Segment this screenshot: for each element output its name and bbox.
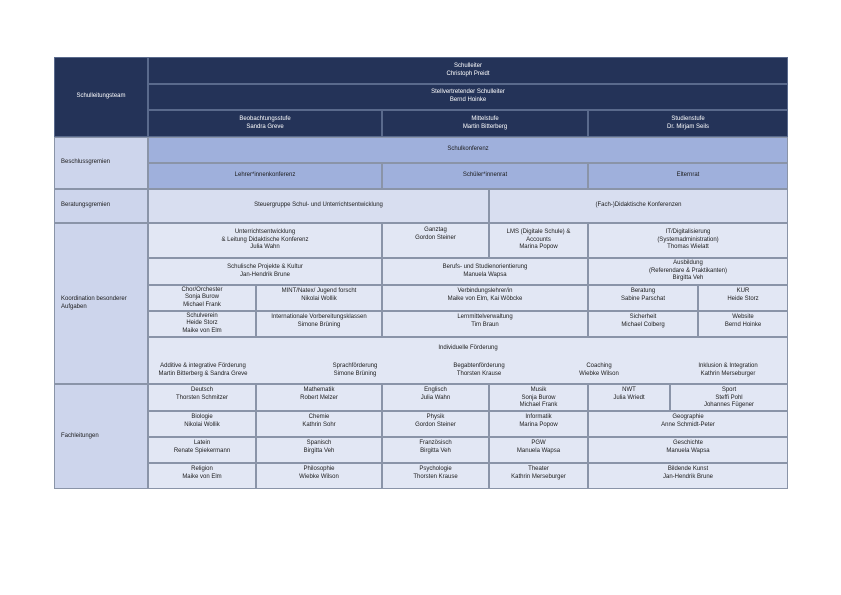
koordination-cell: Chor/Orchester Sonja Burow Michael Frank [148,285,256,311]
fach-cell: Französisch Birgitta Veh [382,437,489,463]
fach-cell: Theater Kathrin Merseburger [489,463,588,489]
koordination-cell: KUR Heide Storz [698,285,788,311]
koordination-cell: Ausbildung (Referendare & Praktikanten) Birgitta Veh [588,258,788,285]
elternrat-cell: Elternrat [588,163,788,189]
schulkonferenz-cell: Schulkonferenz [148,137,788,163]
section-label-schulleitung: Schulleitungsteam [54,57,148,137]
fach-cell: NWT Julia Wriedt [588,384,670,411]
fach-cell: Mathematik Robert Melzer [256,384,382,411]
fach-cell: Biologie Nikolai Wollik [148,411,256,437]
fach-cell: Physik Gordon Steiner [382,411,489,437]
schulleiter-cell: Schulleiter Christoph Preidt [148,57,788,84]
koordination-cell: LMS (Digitale Schule) & Accounts Marina Popow [489,223,588,258]
foerderung-item: Inklusion & Integration Kathrin Merseburger [698,363,758,377]
fach-cell: Philosophie Wiebke Wilson [256,463,382,489]
lehrerkonferenz-cell: Lehrer*innenkonferenz [148,163,382,189]
foerderung-item: Additive & integrative Förderung Martin Bitterberg & Sandra Greve [158,363,248,377]
fach-cell: Bildende Kunst Jan-Hendrik Brune [588,463,788,489]
fach-cell: Sport Steffi Pohl Johannes Fügener [670,384,788,411]
didaktische-konferenzen-cell: (Fach-)Didaktische Konferenzen [489,189,788,223]
steuergruppe-cell: Steuergruppe Schul- und Unterrichtsentwicklung [148,189,489,223]
fach-cell: Chemie Kathrin Sohr [256,411,382,437]
koordination-cell: Lernmittelverwaltung Tim Braun [382,311,588,337]
koordination-cell: Website Bernd Hoinke [698,311,788,337]
koordination-cell: Schulverein Heide Storz Maike von Elm [148,311,256,337]
fach-cell: Geschichte Manuela Wapsa [588,437,788,463]
fach-cell: Psychologie Thorsten Krause [382,463,489,489]
stellvertreter-cell: Stellvertretender Schulleiter Bernd Hoinke [148,84,788,110]
koordination-cell: Berufs- und Studienorientierung Manuela Wapsa [382,258,588,285]
fach-cell: Latein Renate Spiekermann [148,437,256,463]
koordination-cell: Ganztag Gordon Steiner [382,223,489,258]
koordination-cell: Sicherheit Michael Colberg [588,311,698,337]
koordination-cell: MINT/Natex/ Jugend forscht Nikolai Wollik [256,285,382,311]
fach-cell: PGW Manuela Wapsa [489,437,588,463]
foerderung-item: Coaching Wiebke Wilson [579,363,619,377]
section-label-koordination: Koordination besonderer Aufgaben [54,223,148,384]
fach-cell: Deutsch Thorsten Schmitzer [148,384,256,411]
fach-cell: Geographie Anne Schmidt-Peter [588,411,788,437]
foerderung-item: Sprachförderung Simone Brüning [332,363,378,377]
koordination-cell: Beratung Sabine Parschat [588,285,698,311]
section-label-beratungsgremien: Beratungsgremien [54,189,148,223]
fach-cell: Religion Maike von Elm [148,463,256,489]
section-label-beschlussgremien: Beschlussgremien [54,137,148,189]
individuelle-foerderung-title: Individuelle Förderung [438,345,498,351]
koordination-cell: Verbindungslehrer/in Maike von Elm, Kai Wöbcke [382,285,588,311]
fach-cell: Musik Sonja Burow Michael Frank [489,384,588,411]
fach-cell: Englisch Julia Wahn [382,384,489,411]
beobachtungsstufe-cell: Beobachtungsstufe Sandra Greve [148,110,382,137]
koordination-cell: Internationale Vorbereitungsklassen Simone Brüning [256,311,382,337]
studienstufe-cell: Studienstufe Dr. Mirjam Seils [588,110,788,137]
koordination-cell: Schulische Projekte & Kultur Jan-Hendrik Brune [148,258,382,285]
koordination-cell: Unterrichtsentwicklung & Leitung Didaktische Konferenz Julia Wahn [148,223,382,258]
koordination-cell: IT/Digitalisierung (Systemadministration) Thomas Wielatt [588,223,788,258]
foerderung-item: Begabtenförderung Thorsten Krause [453,363,505,377]
section-label-fachleitungen: Fachleitungen [54,384,148,489]
fach-cell: Informatik Marina Popow [489,411,588,437]
mittelstufe-cell: Mittelstufe Martin Bitterberg [382,110,588,137]
fach-cell: Spanisch Birgitta Veh [256,437,382,463]
schuelerrat-cell: Schüler*innenrat [382,163,588,189]
